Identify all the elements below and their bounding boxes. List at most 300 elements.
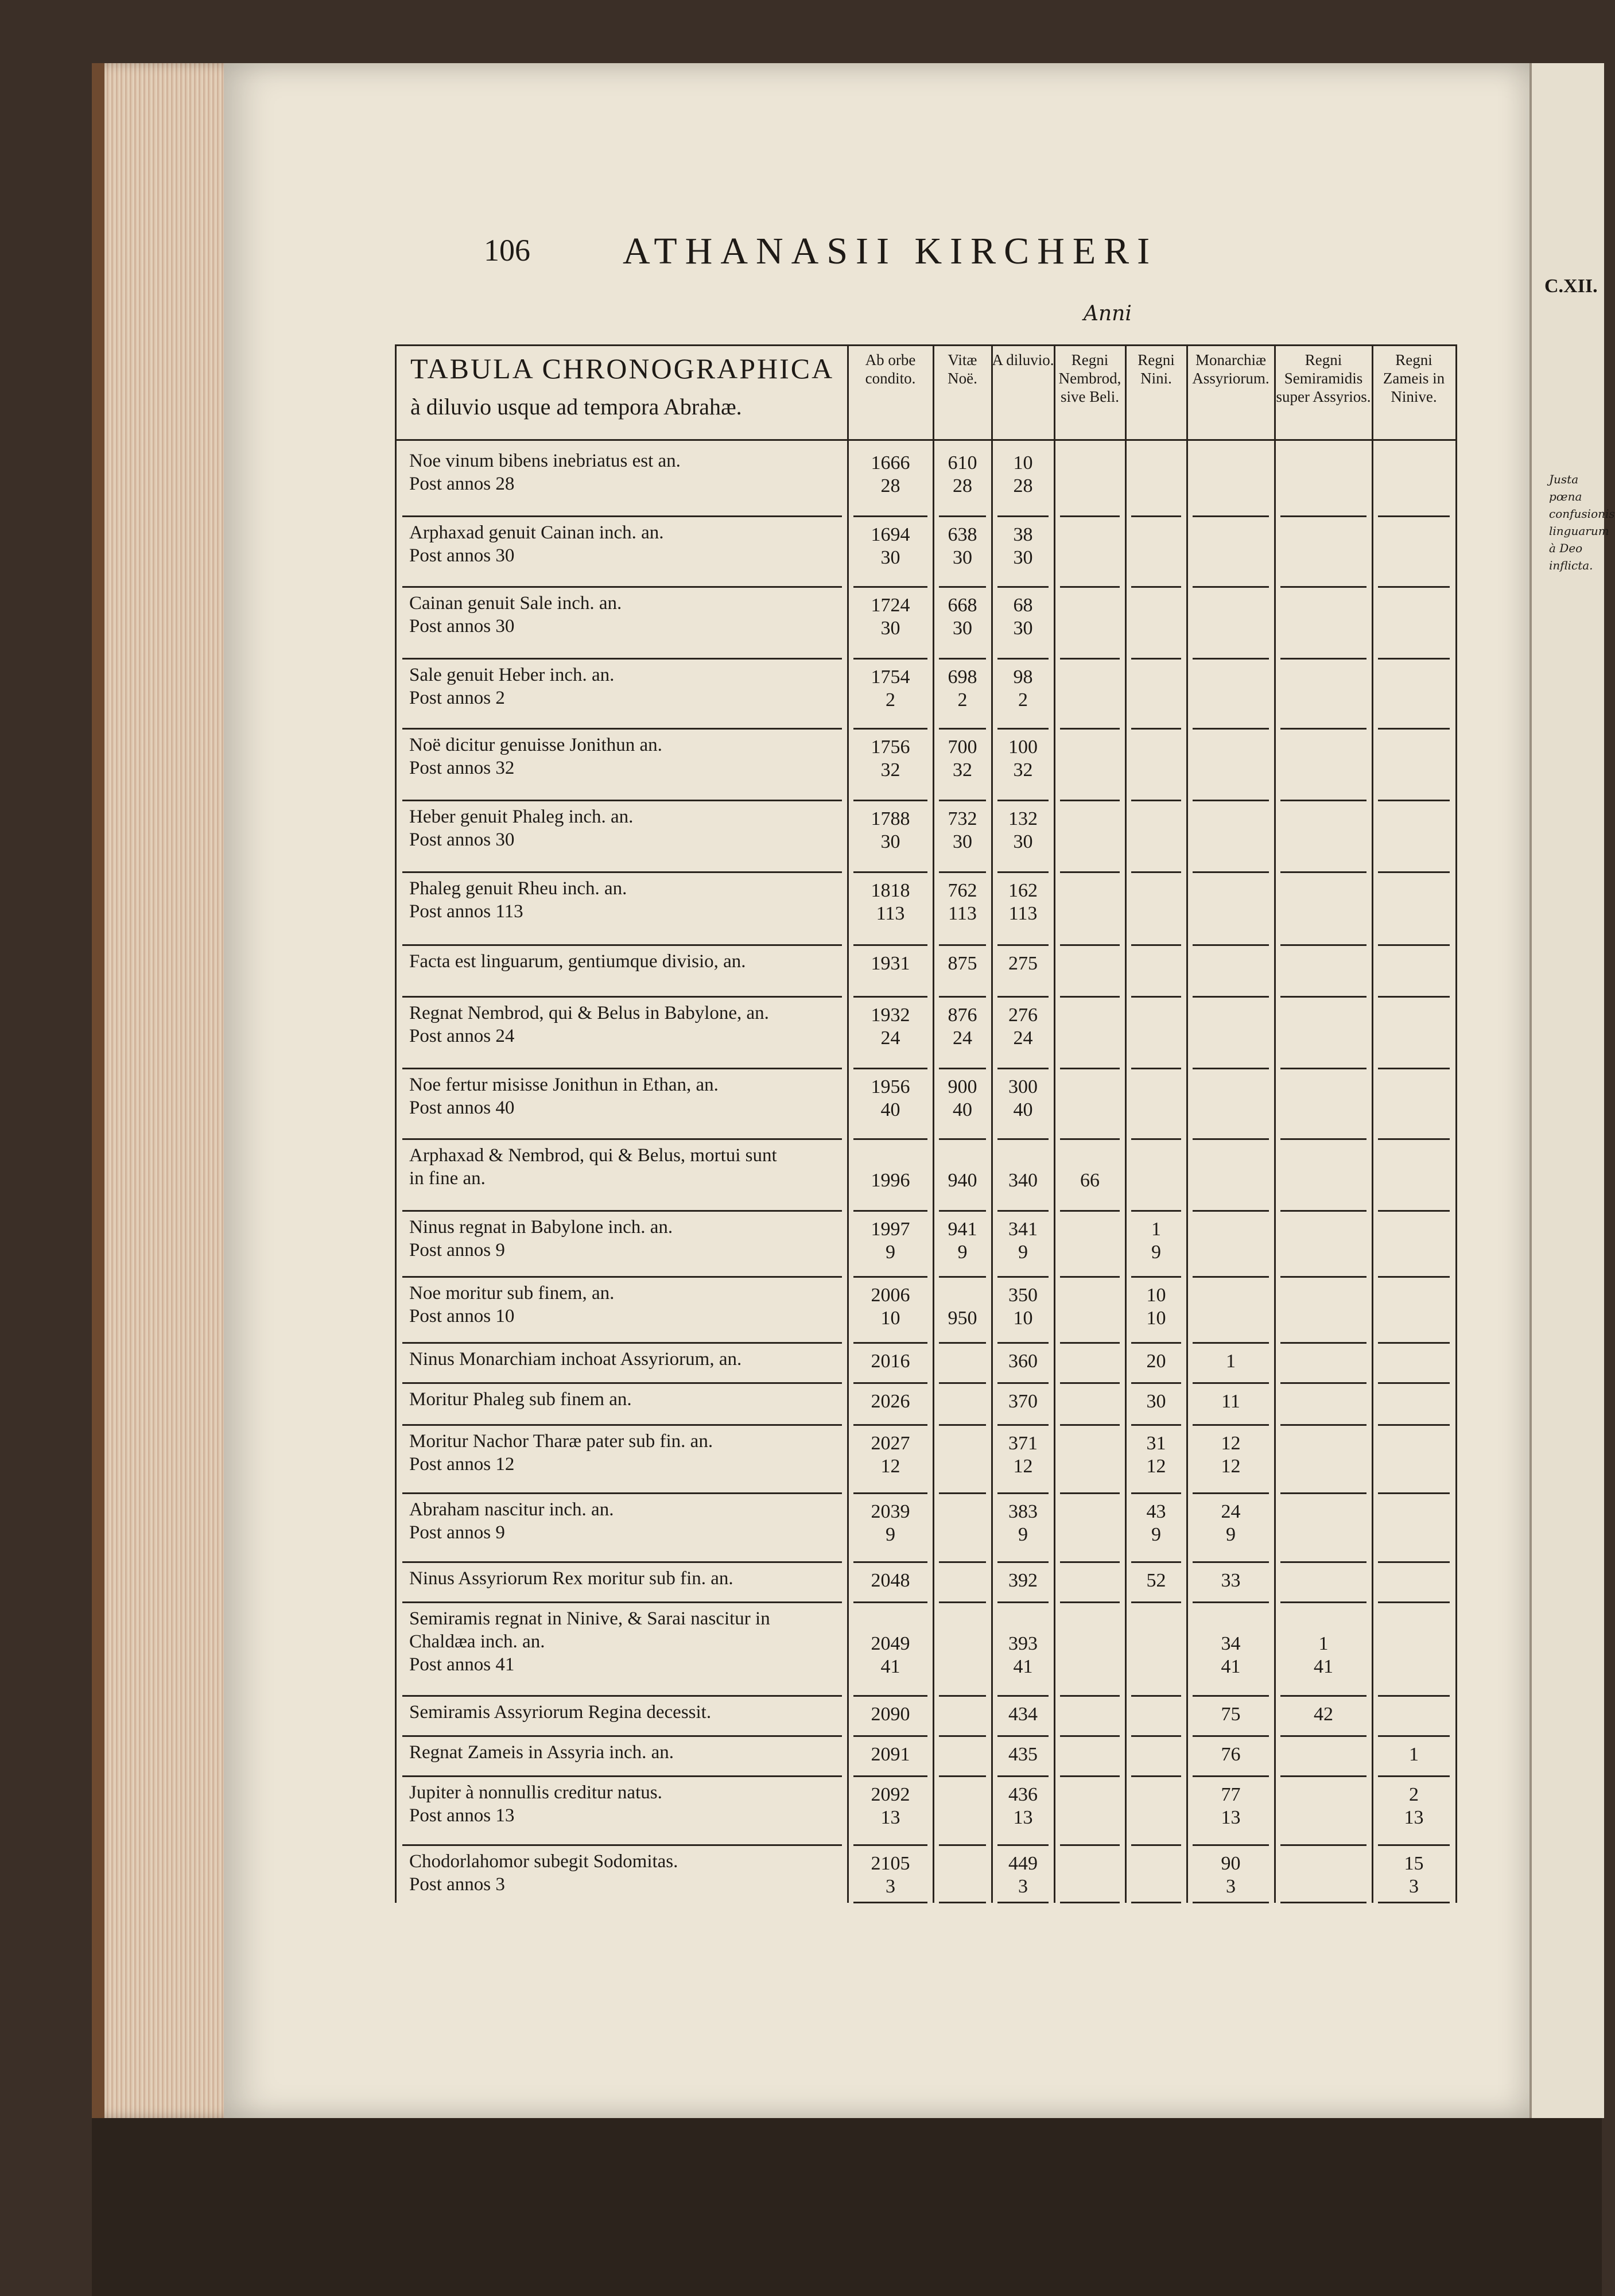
table-row-text: [409, 1388, 632, 1411]
cell-number: 113: [948, 903, 977, 924]
row-event: Semiramis Assyriorum Regina decessit.: [409, 1702, 712, 1723]
cell-rule: [997, 1382, 1049, 1384]
empty-cell-rule: [1280, 658, 1366, 660]
empty-cell-rule: [1193, 658, 1269, 660]
cell-rule: [997, 1695, 1049, 1697]
empty-cell-rule: [1131, 996, 1181, 998]
row-event: Arphaxad & Nembrod, qui & Belus, mortui sunt: [409, 1145, 777, 1166]
cell-number: 2090: [871, 1704, 910, 1725]
cell-number: 341: [1008, 1219, 1038, 1240]
cell-number: 393: [1008, 1633, 1038, 1654]
cell-number: 2016: [871, 1351, 910, 1372]
table-cell-value: [1125, 1432, 1187, 1478]
empty-cell-rule: [1131, 1695, 1181, 1697]
cell-number: 41: [1221, 1656, 1241, 1677]
cell-number: 98: [1013, 666, 1033, 688]
cell-rule: [853, 1601, 927, 1603]
empty-cell-rule: [1060, 728, 1120, 730]
cell-number: 13: [880, 1807, 900, 1828]
table-cell-value: [848, 952, 933, 975]
cell-number: 700: [948, 736, 977, 758]
empty-cell-rule: [1378, 1561, 1450, 1563]
table-cell-value: [933, 1218, 992, 1264]
empty-cell-rule: [939, 1775, 986, 1777]
empty-cell-rule: [1060, 1735, 1120, 1737]
table-cell-value: [848, 1500, 933, 1546]
empty-cell-rule: [1060, 996, 1120, 998]
table-cell-value: [992, 1284, 1054, 1330]
empty-cell-rule: [1280, 515, 1366, 517]
cell-rule: [939, 1276, 986, 1278]
facing-page: [1529, 63, 1615, 2118]
table-cell-value: [848, 1390, 933, 1413]
empty-cell-rule: [1193, 800, 1269, 801]
cell-rule: [853, 1068, 927, 1069]
empty-cell-rule: [1060, 1695, 1120, 1697]
cell-number: 100: [1008, 736, 1038, 758]
cell-number: 30: [880, 831, 900, 852]
cell-number: 10: [1013, 452, 1033, 474]
cell-rule: [1060, 1210, 1120, 1212]
cell-rule: [1193, 1844, 1269, 1846]
empty-cell-rule: [1280, 800, 1366, 801]
table-row-text: [409, 1002, 769, 1048]
empty-cell-rule: [1280, 586, 1366, 588]
cell-number: 3: [1409, 1876, 1419, 1897]
cell-number: 2006: [871, 1285, 910, 1306]
cell-number: 12: [1013, 1456, 1033, 1477]
empty-cell-rule: [1060, 1561, 1120, 1563]
row-rule: [402, 1844, 842, 1846]
cell-number: 941: [948, 1219, 977, 1240]
table-cell-value: [1187, 1783, 1275, 1829]
column-header: A diluvio.: [992, 351, 1054, 369]
cell-number: 392: [1008, 1570, 1038, 1591]
table-cell-value: [1125, 1284, 1187, 1330]
table-cell-value: [992, 879, 1054, 925]
cell-rule: [1131, 1382, 1181, 1384]
cell-number: 162: [1008, 880, 1038, 901]
table-cell-value: [1125, 1350, 1187, 1373]
cell-number: 34: [1221, 1633, 1241, 1654]
empty-cell-rule: [1131, 1138, 1181, 1140]
page-number: 106: [484, 233, 530, 267]
table-row-text: [409, 449, 681, 495]
cell-number: 30: [1146, 1391, 1166, 1412]
cell-number: 610: [948, 452, 977, 474]
cell-number: 1756: [871, 736, 910, 758]
cell-number: 52: [1146, 1570, 1166, 1591]
cell-number: 10: [880, 1308, 900, 1329]
table-cell-value: [848, 1076, 933, 1122]
table-row-text: [409, 1701, 711, 1724]
cell-number: 370: [1008, 1391, 1038, 1412]
table-cell-value: [992, 1743, 1054, 1766]
row-event: Chodorlahomor subegit Sodomitas.: [409, 1851, 678, 1872]
table-cell-value: [933, 736, 992, 782]
cell-rule: [997, 1561, 1049, 1563]
table-cell-value: [933, 879, 992, 925]
cell-rule: [997, 728, 1049, 730]
cell-rule: [853, 1561, 927, 1563]
row-rule: [402, 1775, 842, 1777]
table-cell-value: [933, 1076, 992, 1122]
table-cell-value: [1275, 1632, 1372, 1678]
row-event: Ninus Monarchiam inchoat Assyriorum, an.: [409, 1349, 742, 1370]
cell-rule: [997, 515, 1049, 517]
table-cell-value: [1125, 1390, 1187, 1413]
empty-cell-rule: [1131, 728, 1181, 730]
cell-rule: [997, 1068, 1049, 1069]
empty-cell-rule: [1378, 1276, 1450, 1278]
cell-number: 371: [1008, 1433, 1038, 1454]
cell-number: 33: [1221, 1570, 1241, 1591]
row-rule: [402, 944, 842, 946]
cell-number: 950: [948, 1308, 977, 1329]
cell-number: 30: [1013, 831, 1033, 852]
table-cell-value: [848, 1852, 933, 1898]
cell-number: 435: [1008, 1744, 1038, 1765]
row-rule: [402, 586, 842, 588]
cell-number: 75: [1221, 1704, 1241, 1725]
cell-number: 876: [948, 1004, 977, 1026]
empty-cell-rule: [1060, 944, 1120, 946]
empty-cell-rule: [939, 1601, 986, 1603]
empty-cell-rule: [1060, 1492, 1120, 1494]
empty-cell-rule: [1060, 800, 1120, 801]
table-cell-value: [1372, 1783, 1455, 1829]
background-surface: [92, 2118, 1602, 2296]
cell-number: 1818: [871, 880, 910, 901]
cell-number: 638: [948, 524, 977, 545]
cell-rule: [939, 586, 986, 588]
cell-rule: [997, 658, 1049, 660]
row-post: Post annos 30: [409, 829, 515, 850]
cell-number: 1: [1226, 1351, 1236, 1372]
cell-number: 3: [1226, 1876, 1236, 1897]
cell-number: 2091: [871, 1744, 910, 1765]
cell-number: 2027: [871, 1433, 910, 1454]
empty-cell-rule: [1280, 1068, 1366, 1069]
table-row-text: [409, 1282, 614, 1328]
cell-rule: [1280, 1695, 1366, 1697]
cell-number: 2026: [871, 1391, 910, 1412]
cell-rule: [853, 1424, 927, 1426]
cell-number: 1931: [871, 953, 910, 974]
empty-cell-rule: [1280, 871, 1366, 873]
table-cell-value: [933, 1004, 992, 1050]
table-cell-value: [848, 1783, 933, 1829]
cell-number: 40: [953, 1099, 972, 1120]
table-cell-value: [992, 1569, 1054, 1592]
column-rule: [1125, 346, 1127, 1903]
empty-cell-rule: [1193, 515, 1269, 517]
row-rule: [402, 1068, 842, 1069]
cell-rule: [1378, 1844, 1450, 1846]
cell-rule: [853, 871, 927, 873]
cell-rule: [1193, 1601, 1269, 1603]
facing-page-margin-note: Justa pœna confusionis linguarum à Deo inflicta.: [1549, 472, 1615, 572]
cell-rule: [939, 1068, 986, 1069]
column-header: Regni Nini.: [1138, 351, 1175, 387]
row-rule: [402, 1276, 842, 1278]
table-row-text: [409, 950, 746, 973]
cell-number: 668: [948, 595, 977, 616]
cell-rule: [997, 1492, 1049, 1494]
row-event: Heber genuit Phaleg inch. an.: [409, 806, 634, 827]
cell-rule: [853, 996, 927, 998]
table-cell-value: [1187, 1852, 1275, 1898]
cell-number: 2048: [871, 1570, 910, 1591]
cell-rule: [939, 658, 986, 660]
empty-cell-rule: [1131, 1068, 1181, 1069]
cell-number: 42: [1314, 1704, 1333, 1725]
cell-rule: [997, 800, 1049, 801]
cell-number: 2105: [871, 1853, 910, 1874]
cell-number: 11: [1221, 1391, 1240, 1412]
empty-cell-rule: [1378, 1695, 1450, 1697]
cell-number: 9: [886, 1242, 895, 1263]
cell-number: 436: [1008, 1784, 1038, 1805]
empty-cell-rule: [1378, 1492, 1450, 1494]
cell-number: 32: [953, 759, 972, 781]
empty-cell-rule: [1060, 1382, 1120, 1384]
cell-rule: [1193, 1382, 1269, 1384]
table-row-text: [409, 1741, 674, 1764]
table-row-text: [409, 664, 614, 709]
cell-number: 38: [1013, 524, 1033, 545]
table-cell-value: [992, 808, 1054, 854]
table-cell-value: [1187, 1500, 1275, 1546]
table-cell-value: [933, 952, 992, 975]
table-row-text: [409, 1498, 614, 1544]
empty-cell-rule: [1378, 944, 1450, 946]
empty-cell-rule: [1378, 1735, 1450, 1737]
empty-cell-rule: [1060, 1276, 1120, 1278]
table-cell-value: [992, 1783, 1054, 1829]
table-row-text: [409, 1348, 741, 1371]
cell-rule: [1131, 1561, 1181, 1563]
cell-number: 2: [1409, 1784, 1419, 1805]
table-row-text: [409, 1073, 719, 1119]
table-title: TABULA CHRONOGRAPHICA: [410, 352, 834, 385]
row-rule: [402, 1561, 842, 1563]
empty-cell-rule: [1060, 515, 1120, 517]
cell-rule: [939, 728, 986, 730]
empty-cell-rule: [1378, 515, 1450, 517]
cell-number: 28: [953, 475, 972, 497]
cell-rule: [853, 800, 927, 801]
cell-number: 940: [948, 1170, 977, 1191]
cell-rule: [1131, 1342, 1181, 1344]
cell-number: 40: [1013, 1099, 1033, 1120]
table-cell-value: [1372, 1743, 1455, 1766]
cell-rule: [1193, 1424, 1269, 1426]
cell-number: 30: [1013, 618, 1033, 639]
cell-rule: [853, 1695, 927, 1697]
table-row-text: [409, 1216, 673, 1262]
table-row-text: [409, 734, 662, 779]
table-cell-value: [933, 594, 992, 640]
empty-cell-rule: [1060, 1138, 1120, 1140]
row-post: Chaldæa inch. an.: [409, 1631, 545, 1652]
row-event: Sale genuit Heber inch. an.: [409, 665, 615, 685]
table-cell-value: [992, 1500, 1054, 1546]
row-rule: [402, 1382, 842, 1384]
empty-cell-rule: [1193, 1342, 1269, 1344]
empty-cell-rule: [1378, 871, 1450, 873]
cell-number: 275: [1008, 953, 1038, 974]
table-row-text: [409, 521, 664, 567]
cell-rule: [1131, 1601, 1181, 1603]
cell-number: 13: [1221, 1807, 1241, 1828]
empty-cell-rule: [1378, 586, 1450, 588]
empty-cell-rule: [1280, 1276, 1366, 1278]
cell-rule: [853, 1902, 927, 1903]
table-cell-value: [992, 1169, 1054, 1192]
cell-rule: [853, 728, 927, 730]
empty-cell-rule: [1060, 1844, 1120, 1846]
cell-number: 113: [1008, 903, 1038, 924]
empty-cell-rule: [1060, 1902, 1120, 1903]
table-row-text: [409, 1607, 770, 1676]
empty-cell-rule: [1378, 1382, 1450, 1384]
cell-number: 24: [1013, 1027, 1033, 1049]
table-cell-value: [848, 1284, 933, 1330]
row-post: Post annos 13: [409, 1805, 515, 1826]
table-cell-value: [992, 523, 1054, 569]
cell-number: 875: [948, 953, 977, 974]
table-cell-value: [1372, 1852, 1455, 1898]
cell-number: 30: [953, 547, 972, 568]
cell-rule: [1193, 1561, 1269, 1563]
row-post: Post annos 3: [409, 1874, 505, 1895]
cell-rule: [1193, 1492, 1269, 1494]
cell-rule: [853, 944, 927, 946]
row-rule: [402, 1735, 842, 1737]
cell-rule: [939, 1210, 986, 1212]
empty-cell-rule: [1280, 1902, 1366, 1903]
cell-number: 12: [1221, 1456, 1241, 1477]
cell-rule: [997, 1735, 1049, 1737]
cell-number: 9: [957, 1242, 968, 1263]
cell-number: 30: [880, 618, 900, 639]
cell-rule: [939, 515, 986, 517]
cell-number: 350: [1008, 1285, 1038, 1306]
table-cell-value: [933, 1307, 992, 1330]
cell-number: 1: [1151, 1219, 1161, 1240]
row-rule: [402, 871, 842, 873]
cell-rule: [1378, 1902, 1450, 1903]
cell-number: 2049: [871, 1633, 910, 1654]
cell-number: 360: [1008, 1351, 1038, 1372]
cell-rule: [853, 515, 927, 517]
empty-cell-rule: [1193, 586, 1269, 588]
cell-number: 30: [953, 618, 972, 639]
cell-rule: [853, 1210, 927, 1212]
cell-rule: [997, 1276, 1049, 1278]
empty-cell-rule: [1193, 1210, 1269, 1212]
cell-number: 77: [1221, 1784, 1241, 1805]
cell-number: 12: [1146, 1456, 1166, 1477]
cell-rule: [1131, 1492, 1181, 1494]
row-rule: [402, 1695, 842, 1697]
cell-rule: [1193, 1902, 1269, 1903]
cell-number: 20: [1146, 1351, 1166, 1372]
cell-number: 1694: [871, 524, 910, 545]
cell-rule: [939, 871, 986, 873]
table-cell-value: [992, 1218, 1054, 1264]
table-cell-value: [992, 1350, 1054, 1373]
cell-number: 3: [1018, 1876, 1028, 1897]
empty-cell-rule: [1280, 1210, 1366, 1212]
row-rule: [402, 515, 842, 517]
cell-number: 90: [1221, 1853, 1241, 1874]
row-rule: [402, 800, 842, 801]
table-cell-value: [848, 1432, 933, 1478]
table-row-text: [409, 1781, 662, 1827]
cell-number: 24: [880, 1027, 900, 1049]
cell-number: 1724: [871, 595, 910, 616]
cell-number: 732: [948, 808, 977, 829]
empty-cell-rule: [1131, 944, 1181, 946]
table-cell-value: [992, 594, 1054, 640]
empty-cell-rule: [939, 1561, 986, 1563]
row-rule: [402, 1601, 842, 1603]
table-cell-value: [848, 808, 933, 854]
table-cell-value: [1187, 1632, 1275, 1678]
cell-rule: [997, 871, 1049, 873]
cell-rule: [939, 800, 986, 801]
row-rule: [402, 1424, 842, 1426]
table-cell-value: [848, 452, 933, 498]
empty-cell-rule: [1378, 1210, 1450, 1212]
row-post: Post annos 12: [409, 1454, 515, 1475]
cell-number: 30: [1013, 547, 1033, 568]
cell-number: 900: [948, 1076, 977, 1097]
cell-rule: [1378, 1775, 1450, 1777]
table-cell-value: [992, 1632, 1054, 1678]
cell-number: 66: [1080, 1170, 1100, 1191]
cell-number: 9: [1018, 1242, 1028, 1263]
table-cell-value: [1275, 1703, 1372, 1726]
header-rule: [397, 439, 1455, 441]
cell-rule: [1193, 1775, 1269, 1777]
cell-rule: [1193, 1695, 1269, 1697]
empty-cell-rule: [939, 1695, 986, 1697]
empty-cell-rule: [1060, 1068, 1120, 1069]
row-post: Post annos 41: [409, 1654, 515, 1675]
cell-number: 132: [1008, 808, 1038, 829]
cell-number: 10: [1013, 1308, 1033, 1329]
cell-rule: [853, 586, 927, 588]
cell-number: 1997: [871, 1219, 910, 1240]
cell-number: 2: [886, 689, 895, 711]
empty-cell-rule: [1280, 1601, 1366, 1603]
empty-cell-rule: [1378, 1601, 1450, 1603]
empty-cell-rule: [1378, 728, 1450, 730]
row-event: Noe vinum bibens inebriatus est an.: [409, 451, 681, 471]
empty-cell-rule: [939, 1902, 986, 1903]
table-cell-value: [992, 1432, 1054, 1478]
row-rule: [402, 1138, 842, 1140]
cell-number: 2039: [871, 1501, 910, 1522]
table-row-text: [409, 1567, 733, 1590]
cell-rule: [853, 1775, 927, 1777]
empty-cell-rule: [1280, 996, 1366, 998]
table-cell-value: [1054, 1169, 1125, 1192]
cell-rule: [997, 1138, 1049, 1140]
